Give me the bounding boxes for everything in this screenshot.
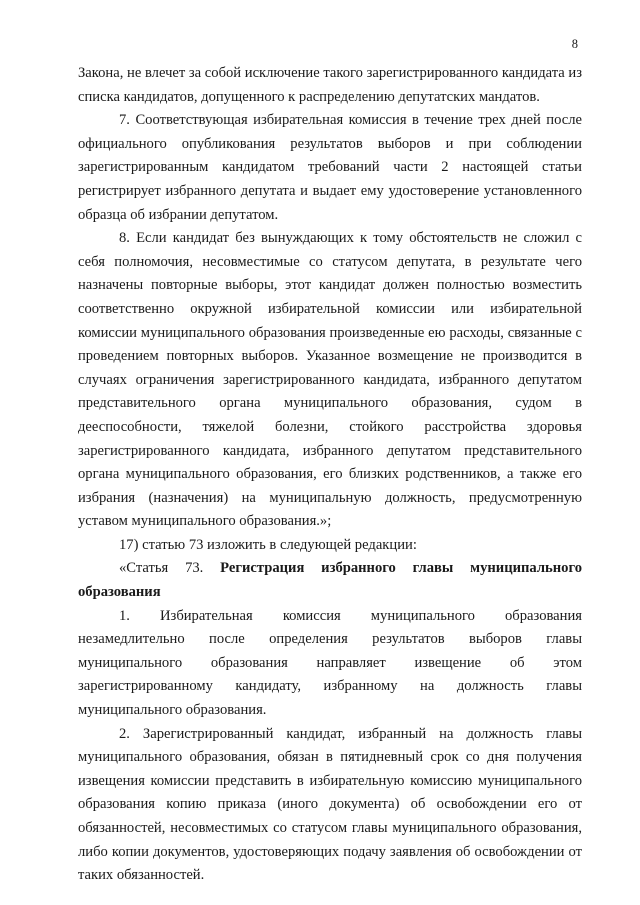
paragraph-article-item-1: 1. Избирательная комиссия муниципального образования незамедлительно после определения результатов выборов главы муниципального образования направляет извещение об этом зарегистрированному кандидату, избранному на должность главы муниципального образования.: [78, 607, 582, 719]
paragraph-article-item-2: 2. Зарегистрированный кандидат, избранный на должность главы муниципального образования, обязан в пятидневный срок со дня получения извещения комиссии представить в избирательную комиссию муниципального образования копию приказа (иного документа) об освобождении его от обязанностей, несовместимых со статусом главы муниципального образования, либо копии документов, удостоверяющих подачу заявления об освобождении от таких обязанностей.: [78, 725, 582, 884]
page-number: 8: [571, 37, 578, 51]
paragraph-1: Закона, не влечет за собой исключение такого зарегистрированного кандидата из списка кандидатов, допущенного к распределению депутатских мандатов.: [78, 65, 582, 105]
document-body: [78, 62, 582, 888]
article-heading: [78, 557, 582, 604]
paragraph-item-8: 8. Если кандидат без вынуждающих к тому обстоятельств не сложил с себя полномочия, несовместимые со статусом депутата, в результате чего назначены повторные выборы, этот кандидат должен полностью возместить соответственно окружной избирательной комиссии или избирательной комиссии муниципального образования произведенные ею расходы, связанные с проведением повторных выборов. Указанное возмещение не производится в случаях ограничения зарегистрированного кандидата, избранного депутатом представительного органа муниципального образования, судом в дееспособности, тяжелой болезни, стойкого расстройства здоровья зарегистрированного кандидата, избранного депутатом представительного органа муниципального образования, его близких родственников, а также его избрания (назначения) на муниципальную должность, предусмотренную уставом муниципального образования.»;: [78, 230, 582, 530]
paragraph-amendment-17: 17) статью 73 изложить в следующей редакции:: [119, 536, 417, 553]
article-heading-prefix: «Статья 73.: [119, 560, 221, 577]
article-heading-title: Регистрация избранного главы муниципального образования: [78, 560, 583, 601]
paragraph-item-7: 7. Соответствующая избирательная комиссия в течение трех дней после официального опубликования результатов выборов и при соблюдении зарегистрированным кандидатом требований части 2 настоящей статьи регистрирует избранного депутата и выдает ему удостоверение установленного образца об избрании депутатом.: [78, 112, 582, 223]
